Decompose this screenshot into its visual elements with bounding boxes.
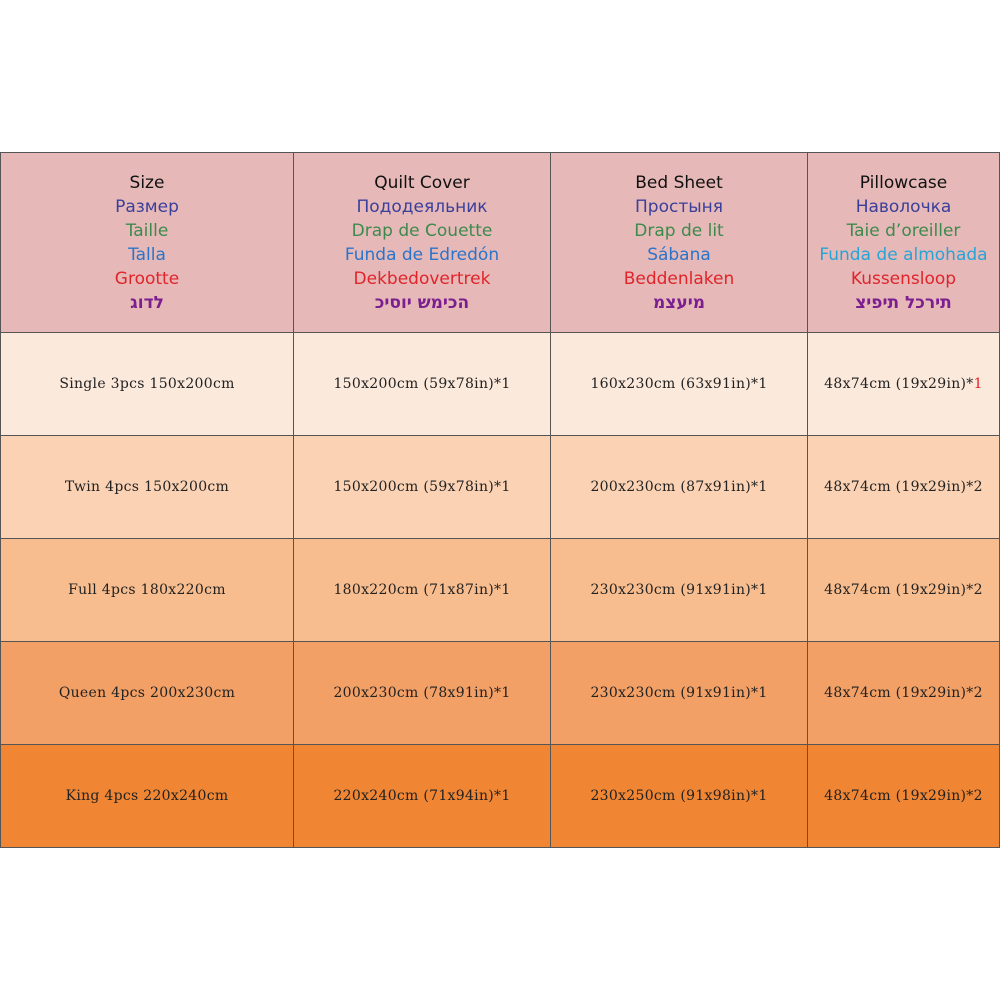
header-quilt-cover — [294, 153, 551, 333]
pillowcase-size: 48x74cm (19x29in)* — [824, 582, 974, 598]
pillowcase-quantity: 2 — [973, 788, 983, 804]
cell-size: King 4pcs 220x240cm — [1, 745, 294, 848]
cell-size: Twin 4pcs 150x200cm — [1, 436, 294, 539]
cell-bed-sheet: 200x230cm (87x91in)*1 — [551, 436, 808, 539]
pillowcase-quantity: 2 — [973, 685, 983, 701]
header-label-ru: Наволочка — [855, 196, 952, 217]
header-label-nl: Beddenlaken — [623, 268, 735, 289]
cell-bed-sheet: 160x230cm (63x91in)*1 — [551, 333, 808, 436]
header-label-fr: Drap de Couette — [351, 220, 493, 241]
pillowcase-size: 48x74cm (19x29in)* — [824, 376, 974, 392]
table-row-single — [1, 333, 1000, 436]
pillowcase-quantity: 2 — [973, 582, 983, 598]
cell-size: Queen 4pcs 200x230cm — [1, 642, 294, 745]
cell-quilt-cover: 200x230cm (78x91in)*1 — [294, 642, 551, 745]
cell-pillowcase — [808, 642, 1000, 745]
header-label-fr: Drap de lit — [634, 220, 724, 241]
cell-quilt-cover: 220x240cm (71x94in)*1 — [294, 745, 551, 848]
header-label-es: Funda de Edredón — [344, 244, 500, 265]
header-label-ru: Размер — [115, 196, 179, 217]
size-chart-table — [0, 152, 1000, 848]
cell-size: Full 4pcs 180x220cm — [1, 539, 294, 642]
header-label-he: הכימש יוסיכ — [374, 292, 470, 313]
header-label-he: לדוג — [130, 292, 164, 313]
cell-bed-sheet: 230x250cm (91x98in)*1 — [551, 745, 808, 848]
cell-bed-sheet: 230x230cm (91x91in)*1 — [551, 539, 808, 642]
header-label-he: מיעצמ — [652, 292, 706, 313]
header-label-en: Quilt Cover — [374, 172, 470, 193]
header-label-es: Sábana — [647, 244, 711, 265]
table-row-king — [1, 745, 1000, 848]
pillowcase-size: 48x74cm (19x29in)* — [824, 479, 974, 495]
cell-pillowcase — [808, 539, 1000, 642]
header-row — [1, 153, 1000, 333]
header-label-es: Funda de almohada — [819, 244, 988, 265]
cell-pillowcase — [808, 436, 1000, 539]
header-label-nl: Grootte — [114, 268, 180, 289]
header-label-en: Size — [129, 172, 165, 193]
header-label-ru: Пододеяльник — [356, 196, 488, 217]
table-row-full — [1, 539, 1000, 642]
pillowcase-size: 48x74cm (19x29in)* — [824, 685, 974, 701]
header-label-en: Pillowcase — [859, 172, 948, 193]
header-label-ru: Простыня — [635, 196, 723, 217]
cell-pillowcase — [808, 333, 1000, 436]
cell-bed-sheet: 230x230cm (91x91in)*1 — [551, 642, 808, 745]
cell-quilt-cover: 150x200cm (59x78in)*1 — [294, 436, 551, 539]
header-label-en: Bed Sheet — [635, 172, 723, 193]
header-bed-sheet — [551, 153, 808, 333]
pillowcase-size: 48x74cm (19x29in)* — [824, 788, 974, 804]
header-label-es: Talla — [128, 244, 166, 265]
cell-quilt-cover: 150x200cm (59x78in)*1 — [294, 333, 551, 436]
table-row-queen — [1, 642, 1000, 745]
cell-pillowcase — [808, 745, 1000, 848]
cell-quilt-cover: 180x220cm (71x87in)*1 — [294, 539, 551, 642]
header-label-fr: Taille — [125, 220, 169, 241]
header-pillowcase — [808, 153, 1000, 333]
header-label-nl: Dekbedovertrek — [353, 268, 491, 289]
table-row-twin — [1, 436, 1000, 539]
header-size — [1, 153, 294, 333]
header-label-fr: Taie d’oreiller — [846, 220, 961, 241]
cell-size: Single 3pcs 150x200cm — [1, 333, 294, 436]
pillowcase-quantity: 2 — [973, 479, 983, 495]
pillowcase-quantity: 1 — [973, 376, 983, 392]
header-label-nl: Kussensloop — [850, 268, 957, 289]
header-label-he: תירכל תיפיצ — [855, 292, 952, 313]
